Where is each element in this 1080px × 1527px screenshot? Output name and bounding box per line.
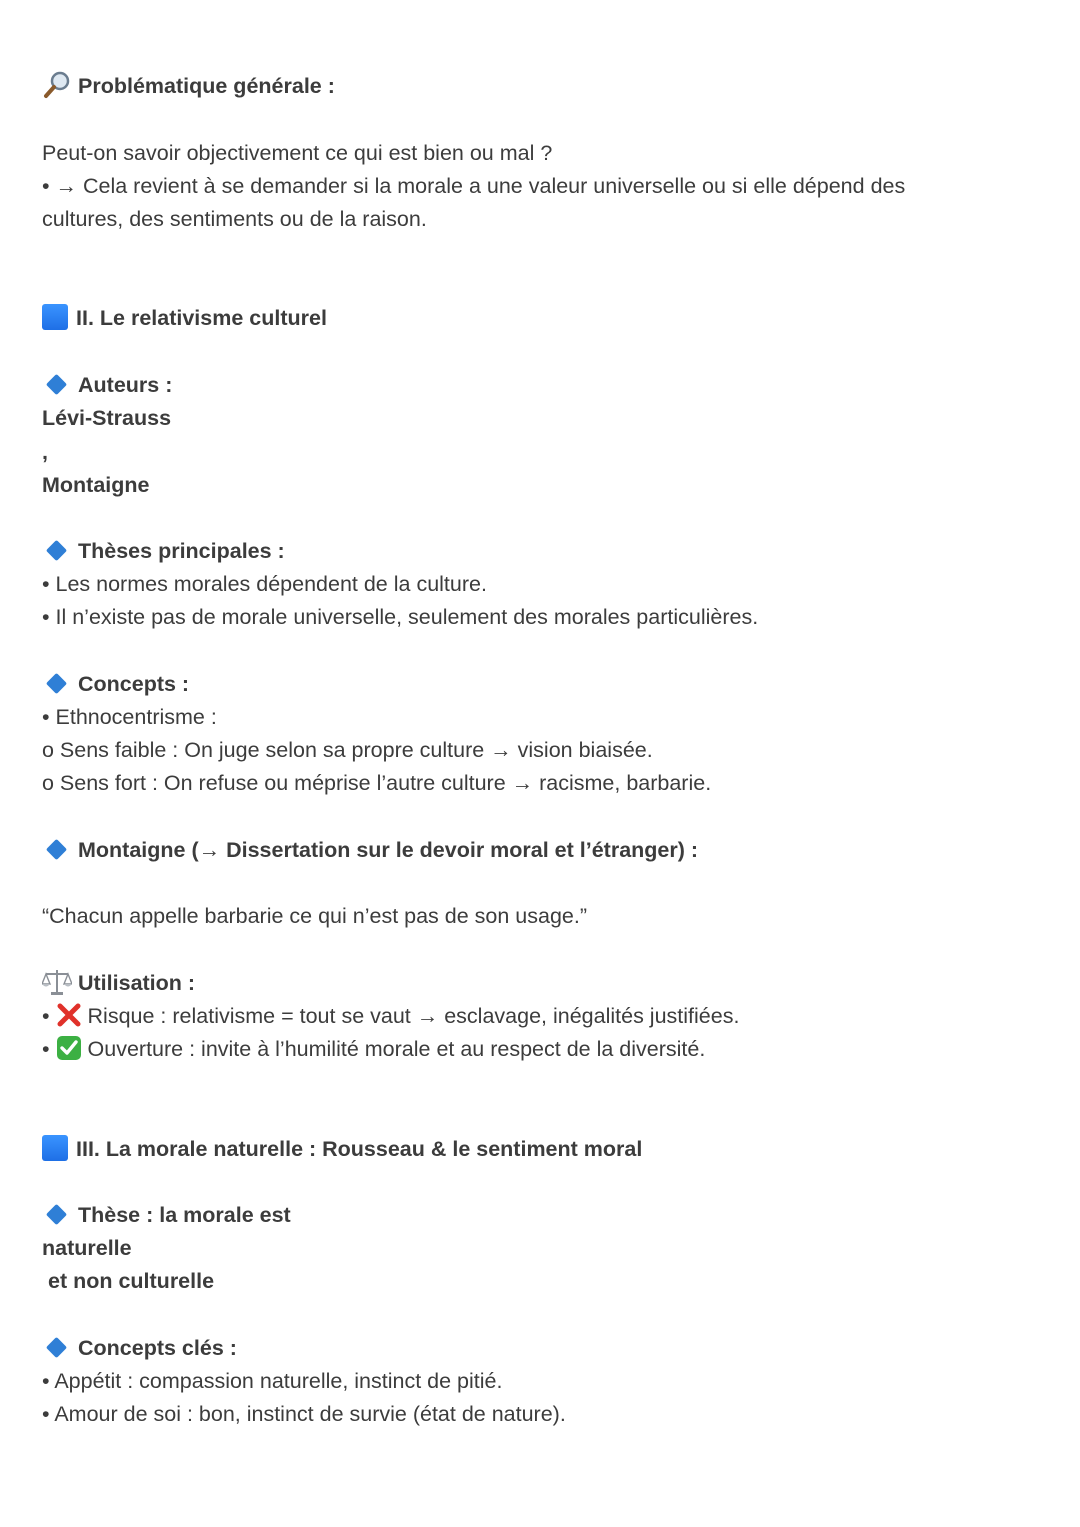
montaigne-heading: Montaigne (→ Dissertation sur le devoir moral et l’étranger) : [42, 835, 698, 865]
red-cross-icon [56, 1002, 82, 1028]
risque-item: • Risque : relativisme = tout se vaut → esclavage, inégalités justifiées. [42, 1004, 740, 1028]
concept-item: • Ethnocentrisme : [42, 705, 217, 729]
green-check-icon [56, 1035, 82, 1061]
concept-cle-item: • Appétit : compassion naturelle, instinct de pitié. [42, 1369, 503, 1393]
blue-square-icon [42, 1135, 68, 1161]
section-3-title: III. La morale naturelle : Rousseau & le sentiment moral [42, 1134, 642, 1164]
problematique-explanation-1: • → Cela revient à se demander si la morale a une valeur universelle ou si elle dépend des [42, 174, 906, 198]
concept-item: o Sens faible : On juge selon sa propre culture → vision biaisée. [42, 738, 653, 762]
auteurs-heading: Auteurs : [42, 370, 172, 400]
blue-diamond-icon [46, 374, 67, 395]
ouverture-item: • Ouverture : invite à l’humilité morale et au respect de la diversité. [42, 1037, 706, 1061]
problematique-question: Peut-on savoir objectivement ce qui est bien ou mal ? [42, 141, 553, 165]
problematique-explanation-2: cultures, des sentiments ou de la raison. [42, 207, 427, 231]
blue-diamond-icon [46, 1204, 67, 1225]
theses-heading: Thèses principales : [42, 536, 285, 566]
blue-square-icon [42, 304, 68, 330]
blue-diamond-icon [46, 1337, 67, 1358]
concept-item: o Sens fort : On refuse ou méprise l’autre culture → racisme, barbarie. [42, 771, 712, 795]
blue-diamond-icon [46, 839, 67, 860]
auteur-levi-strauss: Lévi-Strauss [42, 406, 172, 430]
blue-diamond-icon [46, 673, 67, 694]
these-heading: Thèse : la morale est [42, 1200, 291, 1230]
balance-scale-icon [42, 968, 72, 996]
these-non-culturelle: et non culturelle [48, 1269, 215, 1293]
magnifying-glass-icon [42, 70, 72, 100]
section-2-title: II. Le relativisme culturel [42, 303, 327, 333]
concept-cle-item: • Amour de soi : bon, instinct de survie (état de nature). [42, 1402, 566, 1426]
concepts-heading: Concepts : [42, 669, 189, 699]
these-item: • Il n’existe pas de morale universelle, seulement des morales particulières. [42, 605, 759, 629]
utilisation-heading: Utilisation : [42, 968, 195, 998]
auteur-separator: , [42, 440, 48, 464]
problematique-heading: Problématique générale : [42, 71, 335, 101]
concepts-cles-heading: Concepts clés : [42, 1333, 237, 1363]
auteur-montaigne: Montaigne [42, 473, 150, 497]
montaigne-quote: “Chacun appelle barbarie ce qui n’est pas de son usage.” [42, 904, 588, 928]
blue-diamond-icon [46, 540, 67, 561]
these-item: • Les normes morales dépendent de la culture. [42, 572, 487, 596]
these-naturelle: naturelle [42, 1236, 132, 1260]
